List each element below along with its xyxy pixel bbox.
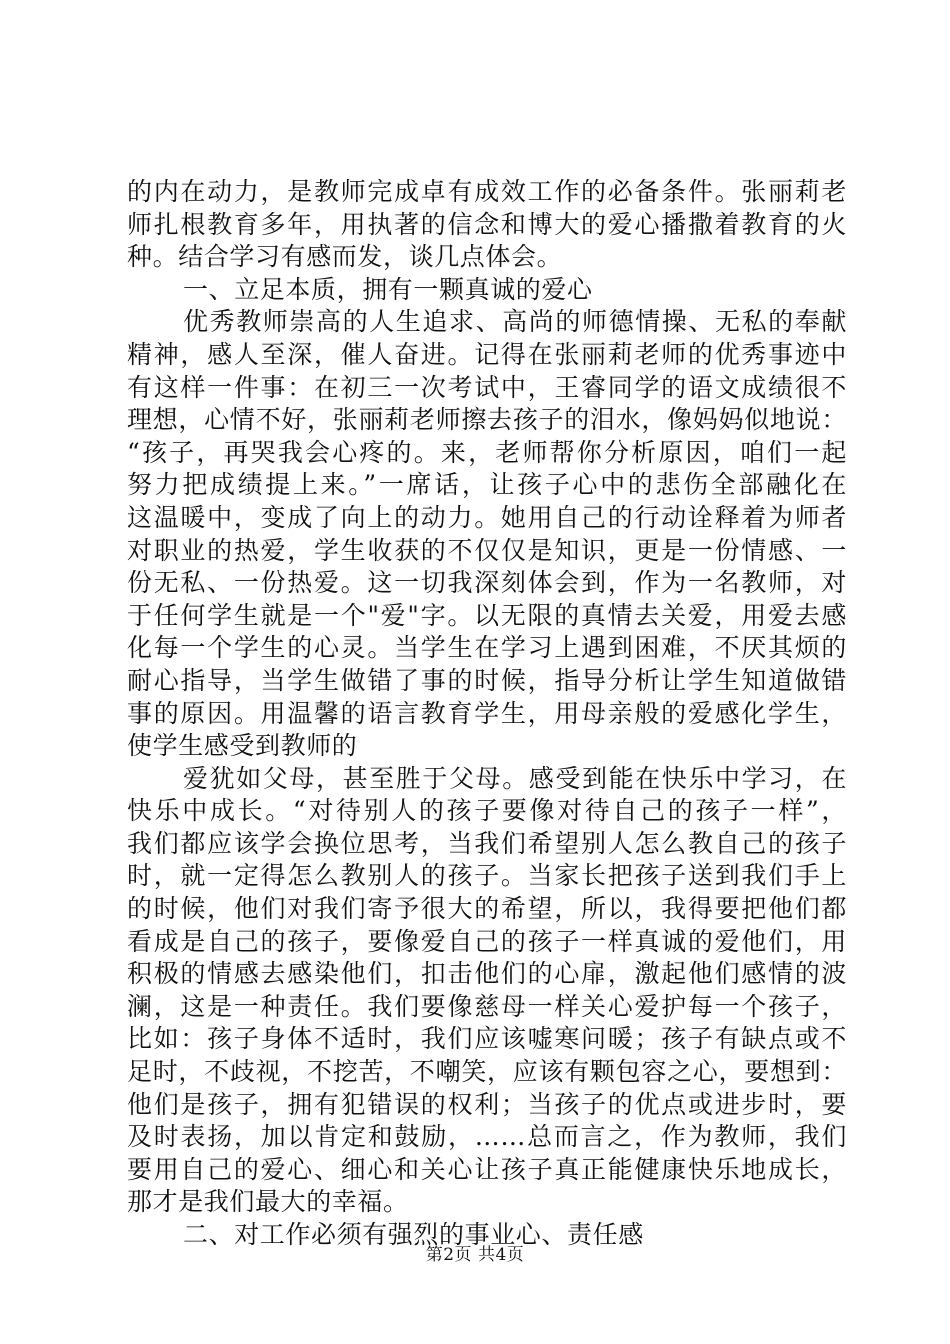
text-line: 于任何学生就是一个"爱"字。以无限的真情去关爱，用爱去感 xyxy=(127,600,847,630)
text-line: 师扎根教育多年，用执著的信念和博大的爱心播撒着教育的火 xyxy=(127,209,847,239)
text-line: 这温暖中，变成了向上的动力。她用自己的行动诠释着为师者 xyxy=(127,502,847,532)
text-line: 爱犹如父母，甚至胜于父母。感受到能在快乐中学习，在 xyxy=(183,763,847,793)
text-line: “孩子，再哭我会心疼的。来，老师帮你分析原因，咱们一起 xyxy=(127,437,847,467)
text-line: 要用自己的爱心、细心和关心让孩子真正能健康快乐地成长， xyxy=(127,1154,847,1184)
text-line: 时，就一定得怎么教别人的孩子。当家长把孩子送到我们手上 xyxy=(127,861,847,891)
text-line: 的时候，他们对我们寄予很大的希望，所以，我得要把他们都 xyxy=(127,894,847,924)
text-line: 对职业的热爱，学生收获的不仅仅是知识，更是一份情感、一 xyxy=(127,535,847,565)
text-line: 份无私、一份热爱。这一切我深刻体会到，作为一名教师，对 xyxy=(127,568,847,598)
text-line: 比如：孩子身体不适时，我们应该嘘寒问暖；孩子有缺点或不 xyxy=(127,1024,847,1054)
text-line: 澜，这是一种责任。我们要像慈母一样关心爱护每一个孩子， xyxy=(127,991,847,1021)
text-line: 足时，不歧视，不挖苦，不嘲笑，应该有颗包容之心，要想到： xyxy=(127,1057,847,1087)
text-line: 及时表扬，加以肯定和鼓励，……总而言之，作为教师，我们 xyxy=(127,1122,847,1152)
text-line: 看成是自己的孩子，要像爱自己的孩子一样真诚的爱他们，用 xyxy=(127,926,847,956)
text-line: 我们都应该学会换位思考，当我们希望别人怎么教自己的孩子 xyxy=(127,828,847,858)
text-line: 事的原因。用温馨的语言教育学生，用母亲般的爱感化学生， xyxy=(127,698,847,728)
text-line: 化每一个学生的心灵。当学生在学习上遇到困难，不厌其烦的 xyxy=(127,633,847,663)
text-line: 种。结合学习有感而发，谈几点体会。 xyxy=(127,242,563,272)
text-line: 精神，感人至深，催人奋进。记得在张丽莉老师的优秀事迹中 xyxy=(127,339,847,369)
text-line: 优秀教师崇高的人生追求、高尚的师德情操、无私的奉献 xyxy=(183,307,847,337)
text-line: 二、对工作必须有强烈的事业心、责任感 xyxy=(183,1220,644,1249)
page-footer: 第2页 共4页 xyxy=(425,1245,525,1265)
text-line: 那才是我们最大的幸福。 xyxy=(127,1187,409,1217)
text-line: 使学生感受到教师的 xyxy=(127,731,358,761)
text-line: 快乐中成长。“对待别人的孩子要像对待自己的孩子一样”， xyxy=(127,796,847,826)
text-line: 积极的情感去感染他们，扣击他们的心扉，激起他们感情的波 xyxy=(127,959,847,989)
text-line: 一、立足本质，拥有一颗真诚的爱心 xyxy=(183,274,593,304)
text-line: 他们是孩子，拥有犯错误的权利；当孩子的优点或进步时，要 xyxy=(127,1089,847,1119)
text-line: 努力把成绩提上来。”一席话，让孩子心中的悲伤全部融化在 xyxy=(127,470,847,500)
text-line: 理想，心情不好，张丽莉老师擦去孩子的泪水，像妈妈似地说： xyxy=(127,405,847,435)
text-line: 有这样一件事：在初三一次考试中，王睿同学的语文成绩很不 xyxy=(127,372,847,402)
text-line: 耐心指导，当学生做错了事的时候，指导分析让学生知道做错 xyxy=(127,665,847,695)
document-body xyxy=(127,176,847,1252)
text-line: 的内在动力，是教师完成卓有成效工作的必备条件。张丽莉老 xyxy=(127,177,847,206)
